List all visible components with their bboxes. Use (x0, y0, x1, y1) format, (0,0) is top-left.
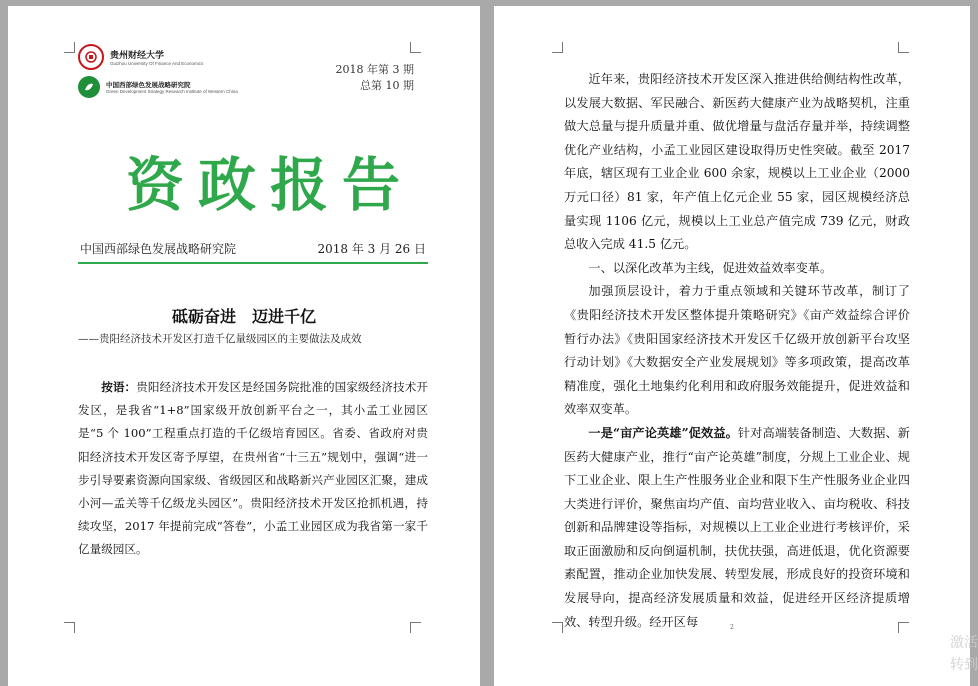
corner-mark (898, 42, 909, 53)
institute-emblem-icon (78, 76, 100, 98)
watermark-line-2: 转到 (950, 657, 978, 673)
university-name: 贵州财经大学 (110, 51, 165, 61)
institute-logo-name: 中国西部绿色发展战略研究院 (106, 81, 191, 89)
activation-watermark (950, 632, 978, 676)
editor-note-label: 按语： (101, 380, 137, 394)
document-page-1 (8, 6, 480, 686)
paragraph (564, 422, 910, 634)
editor-note-text: 贵阳经济技术开发区是经国务院批准的国家级经济技术开发区，是我省“1+8”国家级开放创新平台之一，其小孟工业园区是“5 个 100”工程重点打造的千亿级培育园区。省委、省政府对贵阳经济技术开发区寄予厚望，在贵州省“十三五”规划中，强调“进一步引导要素资源向国家级、省级园区和战略新兴产业园区汇聚，建成小河—孟关等千亿级龙头园区”。贵阳经济技术开发区抢抓机遇，持续攻坚，2017 年提前完成“答卷”，小孟工业园区成为我省第一家千亿量级园区。 (78, 380, 428, 557)
corner-mark (64, 622, 75, 633)
university-logo (78, 44, 203, 70)
paragraph: 加强顶层设计，着力于重点领域和关键环节改革，制订了《贵阳经济技术开发区整体提升策略研究》《亩产效益综合评价暂行办法》《贵阳国家经济技术开发区千亿级开放创新平台攻坚行动计划》《大数据安全产业发展规划》等多项政策，提高改革精准度，强化土地集约化利用和政府服务效能提升，促进效益和效率双变革。 (564, 284, 910, 417)
green-divider (78, 262, 428, 264)
corner-mark (552, 622, 563, 633)
article-subtitle: ——贵阳经济技术开发区打造千亿量级园区的主要做法及成效 (78, 333, 362, 345)
university-emblem-icon (78, 44, 104, 70)
paragraph-lead: 一是“亩产论英雄”促效益。 (588, 425, 738, 440)
watermark-line-1: 激活 (950, 635, 978, 651)
issue-line-1: 2018 年第 3 期 (335, 63, 414, 76)
paragraph-text: 针对高端装备制造、大数据、新医药大健康产业，推行“亩产论英雄”制度，分规上工业企业、规下工业企业、限上生产性服务业企业和限下生产性服务业企业四大类进行评价，聚焦亩均产值、亩均营业收入、亩均税收、科技创新和品牌建设等指标，对规模以上工业企业进行考核评价，采取正面激励和反向倒逼机制，扶优扶强，高进低退，优化资源要素配置，推动企业加快发展、转型发展，形成良好的投资环境和发展导向，提高经济发展质量和效益，促进经开区经济提质增效、转型升级。经开区每 (564, 425, 910, 629)
editor-note (78, 376, 428, 562)
institute-logo (78, 76, 238, 98)
corner-mark (64, 42, 75, 53)
corner-mark (552, 42, 563, 53)
publish-date: 2018 年 3 月 26 日 (317, 242, 426, 256)
issue-number (336, 62, 414, 94)
document-page-2 (494, 6, 970, 686)
publisher-row (80, 240, 426, 257)
section-heading: 一、以深化改革为主线，促进效益效率变革。 (588, 260, 833, 275)
university-name-en: Guizhou University Of Finance And Economics (110, 61, 204, 66)
issue-line-2: 总第 10 期 (360, 79, 414, 92)
paragraph: 近年来，贵阳经济技术开发区深入推进供给侧结构性改革，以发展大数据、军民融合、新医药大健康产业为战略契机，注重做大总量与提升质量并重、做优增量与盘活存量并举，持续调整优化产业结构，小孟工业园区建设取得历史性突破。截至 2017 年底，辖区现有工业企业 600 余家，规模以上工业企业（2000 万元口径）81 家，年产值上亿元企业 55 家，园区规模经济总量实现 1106 亿元，规模以上工业总产值完成 739 亿元，财政总收入完成 41.5 亿元。 (564, 72, 910, 252)
corner-mark (410, 622, 421, 633)
article-title: 砥砺奋进 迈进千亿 (171, 307, 316, 326)
report-title: 资政报告 (126, 151, 415, 219)
body-text (564, 68, 910, 634)
institute-logo-name-en: Green Development Strategy Research Institute of Western China (106, 89, 238, 94)
corner-mark (410, 42, 421, 53)
page-number: 2 (730, 624, 734, 631)
publisher-name: 中国西部绿色发展战略研究院 (80, 242, 237, 256)
